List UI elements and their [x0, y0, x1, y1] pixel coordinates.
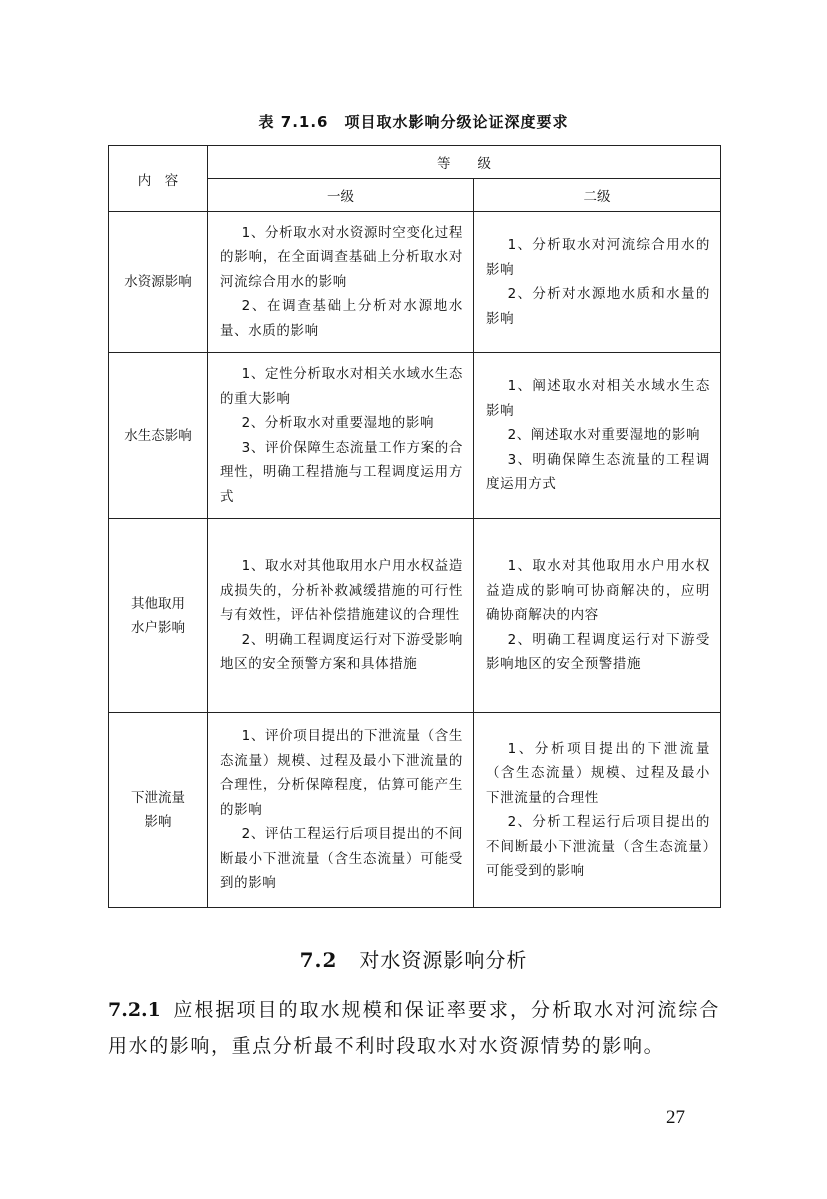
table-row: [109, 713, 721, 908]
level2-cell: [474, 353, 721, 519]
list-item: 2、评估工程运行后项目提出的不间断最小下泄流量（含生态流量）可能受到的影响: [220, 826, 463, 892]
table-row: [109, 212, 721, 353]
row-label: 水生态影响: [109, 353, 208, 519]
list-item: 3、明确保障生态流量的工程调度运用方式: [486, 451, 710, 493]
section-title: 对水资源影响分析: [359, 948, 528, 972]
row-label: 水资源影响: [109, 212, 208, 353]
level1-cell: [208, 353, 474, 519]
level1-cell: [208, 519, 474, 713]
list-item: 2、分析对水源地水质和水量的影响: [486, 286, 710, 327]
list-item: 2、明确工程调度运行对下游受影响地区的安全预警措施: [486, 631, 710, 673]
table-row: [109, 353, 721, 519]
row-label: [109, 519, 208, 713]
page-number: 27: [666, 1107, 685, 1128]
level1-cell: [208, 713, 474, 908]
clause-paragraph: [108, 992, 720, 1064]
list-item: 1、取水对其他取用水户用水权益造成损失的，分析补救减缓措施的可行性与有效性，评估补偿措施建议的合理性: [220, 558, 463, 624]
header-grade: 等 级: [208, 146, 721, 179]
list-item: 1、分析取水对河流综合用水的影响: [486, 237, 710, 278]
clause-text: 应根据项目的取水规模和保证率要求，分析取水对河流综合用水的影响，重点分析最不利时段取水对水资源情势的影响。: [108, 999, 720, 1057]
row-label-line: 其他取用: [131, 595, 185, 612]
header-level2: 二级: [474, 179, 721, 212]
row-label-line: 影响: [144, 814, 172, 830]
table-row: [109, 519, 721, 713]
row-label-line: 下泄流量: [131, 790, 185, 806]
level2-cell: [474, 713, 721, 908]
level1-cell: [208, 212, 474, 353]
level2-cell: [474, 212, 721, 353]
list-item: 2、阐述取水对重要湿地的影响: [507, 427, 701, 444]
section-number: 7.2: [299, 948, 338, 972]
header-content: 内 容: [109, 146, 208, 212]
section-heading: [0, 944, 827, 973]
table-header-row: [109, 146, 721, 179]
grading-requirements-table: [108, 145, 721, 908]
list-item: 1、评价项目提出的下泄流量（含生态流量）规模、过程及最小下泄流量的合理性，分析保障程度，估算可能产生的影响: [220, 728, 463, 818]
list-item: 2、分析取水对重要湿地的影响: [241, 415, 435, 431]
list-item: 1、阐述取水对相关水域水生态影响: [486, 378, 710, 419]
list-item: 1、定性分析取水对相关水域水生态的重大影响: [220, 366, 463, 407]
row-label: [109, 713, 208, 908]
level2-cell: [474, 519, 721, 713]
list-item: 2、分析工程运行后项目提出的不间断最小下泄流量（含生态流量）可能受到的影响: [486, 814, 710, 879]
clause-number: 7.2.1: [108, 999, 161, 1021]
list-item: 1、取水对其他取用水户用水权益造成的影响可协商解决的，应明确协商解决的内容: [486, 558, 710, 624]
list-item: 2、在调查基础上分析对水源地水量、水质的影响: [220, 298, 463, 339]
header-level1: 一级: [208, 179, 474, 212]
list-item: 1、分析项目提出的下泄流量（含生态流量）规模、过程及最小下泄流量的合理性: [486, 740, 710, 806]
list-item: 2、明确工程调度运行对下游受影响地区的安全预警方案和具体措施: [220, 631, 463, 673]
list-item: 1、分析取水对水资源时空变化过程的影响，在全面调查基础上分析取水对河流综合用水的影响: [220, 224, 463, 290]
list-item: 3、评价保障生态流量工作方案的合理性，明确工程措施与工程调度运用方式: [220, 439, 463, 505]
table-caption: 表 7.1.6 项目取水影响分级论证深度要求: [258, 113, 569, 131]
row-label-line: 水户影响: [131, 619, 185, 636]
